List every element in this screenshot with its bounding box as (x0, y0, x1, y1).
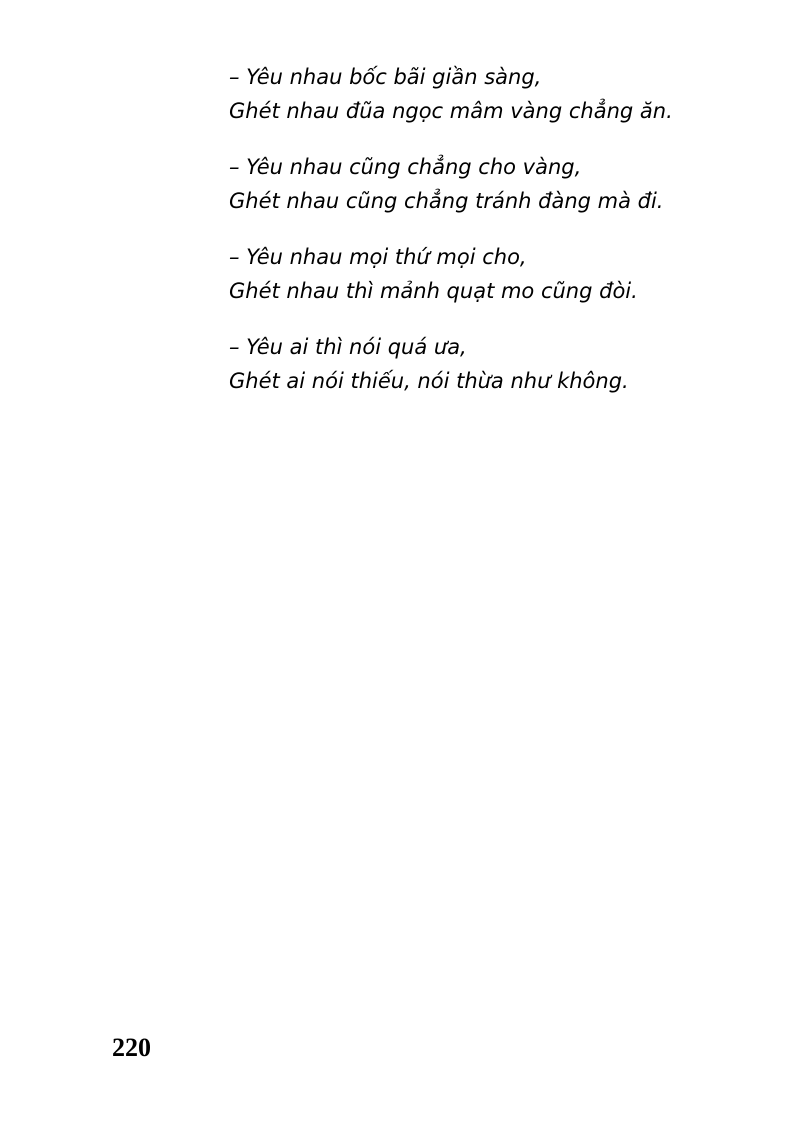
verse-line: Ghét nhau đũa ngọc mâm vàng chẳng ăn. (229, 99, 673, 123)
poem (229, 60, 749, 420)
verse-line: Ghét ai nói thiếu, nói thừa như không. (229, 369, 629, 393)
stanza-2 (229, 150, 749, 218)
page-number: 220 (112, 1033, 151, 1062)
stanza-3 (229, 240, 749, 308)
verse-line: Ghét nhau cũng chẳng tránh đàng mà đi. (229, 189, 664, 213)
verse-line: – Yêu nhau cũng chẳng cho vàng, (229, 155, 582, 179)
stanza-4 (229, 330, 749, 398)
verse-line: Ghét nhau thì mảnh quạt mo cũng đòi. (229, 279, 638, 303)
verse-line: – Yêu nhau mọi thứ mọi cho, (229, 245, 527, 269)
verse-line: – Yêu ai thì nói quá ưa, (229, 335, 467, 359)
verse-line: – Yêu nhau bốc bãi giần sàng, (229, 65, 542, 89)
stanza-1 (229, 60, 749, 128)
